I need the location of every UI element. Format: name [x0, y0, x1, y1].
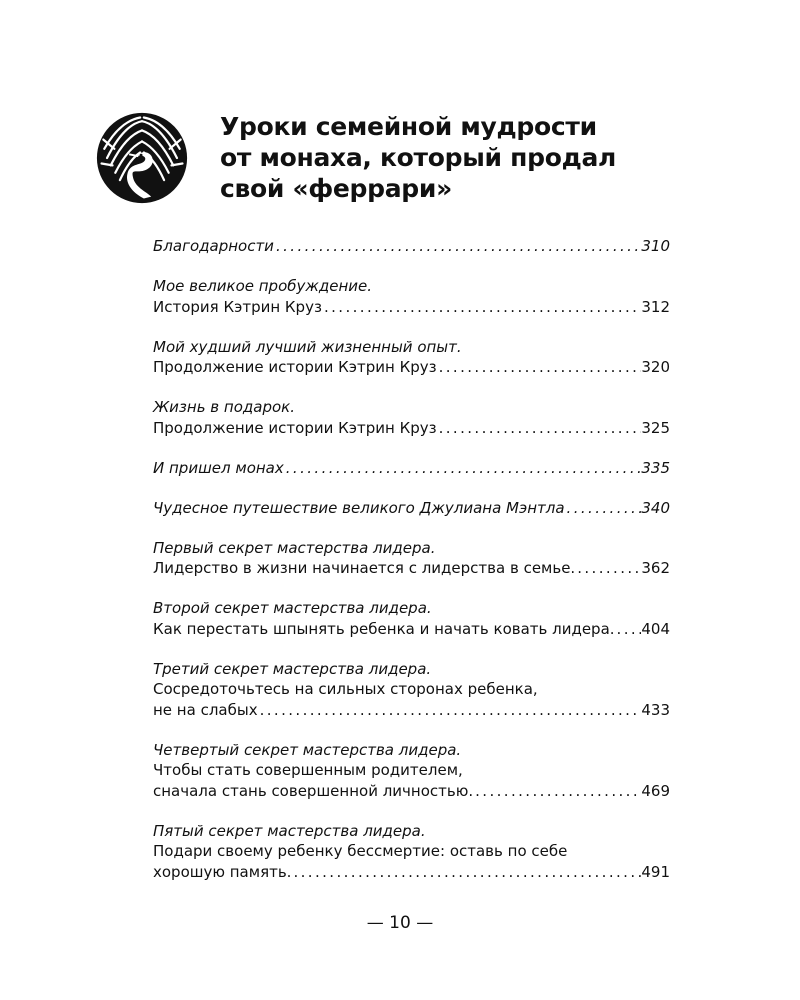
- toc-line: [153, 538, 670, 559]
- toc-entry-text: И пришел монах: [153, 458, 284, 477]
- toc-page-number: 491: [641, 862, 670, 881]
- page-number: — 10 —: [366, 913, 434, 933]
- toc-entry: [153, 276, 670, 317]
- toc-line: [153, 821, 670, 842]
- dot-leader: [284, 458, 642, 479]
- toc-line-with-page: [153, 297, 670, 318]
- toc-page-number: 335: [641, 458, 670, 477]
- toc-entry-text: Сосредоточьтесь на сильных сторонах ребенка,: [153, 680, 538, 698]
- toc-entry-text: Первый секрет мастерства лидера.: [153, 538, 436, 557]
- toc-entry-text: Чудесное путешествие великого Джулиана Мэнтла: [153, 498, 565, 517]
- toc-entry-text: История Кэтрин Круз: [153, 297, 322, 316]
- toc-line-with-page: [153, 619, 670, 640]
- toc-entry-text: Пятый секрет мастерства лидера.: [153, 821, 426, 840]
- toc-line-with-page: [153, 862, 670, 883]
- toc-line-with-page: [153, 236, 670, 257]
- book-title: [220, 111, 640, 204]
- toc-entry-text: Как перестать шпынять ребенка и начать ковать лидера.: [153, 619, 615, 638]
- toc-line: [153, 760, 670, 781]
- toc-line: [153, 659, 670, 680]
- toc-entry-text: сначала стань совершенной личностью.: [153, 781, 474, 800]
- toc-entry: [153, 821, 670, 883]
- toc-entry-text: Продолжение истории Кэтрин Круз: [153, 418, 437, 437]
- toc-line: [153, 679, 670, 700]
- toc-entry: [153, 598, 670, 639]
- toc-entry-text: Продолжение истории Кэтрин Круз: [153, 358, 437, 376]
- toc-entry: [153, 337, 670, 378]
- toc-entry: [153, 236, 670, 257]
- dot-leader: [258, 700, 642, 721]
- dot-leader: [274, 236, 641, 257]
- toc-line: [153, 276, 670, 297]
- crane-emblem-icon: [96, 112, 188, 204]
- toc-entry-text: Третий секрет мастерства лидера.: [153, 659, 432, 678]
- title-line: Уроки семейной мудрости: [220, 112, 597, 141]
- toc-entry-text: Мое великое пробуждение.: [153, 277, 373, 295]
- toc-page-number: 312: [641, 297, 670, 316]
- toc-entry-text: Второй секрет мастерства лидера.: [153, 599, 432, 617]
- toc-entry-text: Жизнь в подарок.: [153, 398, 295, 416]
- toc-entry: [153, 538, 670, 579]
- dot-leader: [291, 862, 641, 883]
- toc-page-number: 325: [641, 418, 670, 437]
- toc-line: [153, 598, 670, 619]
- toc-line-with-page: [153, 558, 670, 579]
- dot-leader: [473, 781, 641, 802]
- toc-page-number: 340: [641, 498, 670, 517]
- table-of-contents: [153, 236, 670, 902]
- toc-line-with-page: [153, 498, 670, 519]
- toc-entry-text: Четвертый секрет мастерства лидера.: [153, 740, 462, 759]
- toc-line: [153, 740, 670, 761]
- toc-line-with-page: [153, 700, 670, 721]
- toc-entry: [153, 498, 670, 519]
- toc-line: [153, 397, 670, 418]
- toc-entry: [153, 740, 670, 802]
- toc-entry: [153, 659, 670, 721]
- toc-line-with-page: [153, 418, 670, 439]
- toc-entry-text: хорошую память.: [153, 862, 292, 881]
- toc-entry-text: не на слабых: [153, 700, 258, 719]
- toc-entry: [153, 458, 670, 479]
- toc-line-with-page: [153, 781, 670, 802]
- toc-page-number: 310: [641, 237, 670, 255]
- toc-line-with-page: [153, 458, 670, 479]
- dot-leader: [565, 498, 642, 519]
- dot-leader: [322, 297, 641, 318]
- toc-line-with-page: [153, 357, 670, 378]
- toc-entry-text: Благодарности: [153, 237, 274, 255]
- toc-entry-text: Мой худший лучший жизненный опыт.: [153, 337, 462, 356]
- toc-entry-text: Подари своему ребенку бессмертие: оставь по себе: [153, 842, 568, 860]
- title-line: от монаха, который продал: [220, 143, 617, 172]
- toc-entry-text: Лидерство в жизни начинается с лидерства в семье.: [153, 559, 576, 577]
- toc-page-number: 469: [641, 781, 670, 800]
- toc-page-number: 320: [641, 358, 670, 376]
- dot-leader: [575, 558, 641, 579]
- toc-line: [153, 337, 670, 358]
- toc-page-number: 362: [641, 559, 670, 577]
- toc-entry: [153, 397, 670, 438]
- toc-page-number: 404: [641, 619, 670, 638]
- title-line: свой «феррари»: [220, 174, 452, 203]
- dot-leader: [615, 619, 642, 640]
- toc-line: [153, 841, 670, 862]
- dot-leader: [437, 357, 642, 378]
- toc-page-number: 433: [641, 700, 670, 719]
- toc-entry-text: Чтобы стать совершенным родителем,: [153, 761, 463, 779]
- dot-leader: [437, 418, 642, 439]
